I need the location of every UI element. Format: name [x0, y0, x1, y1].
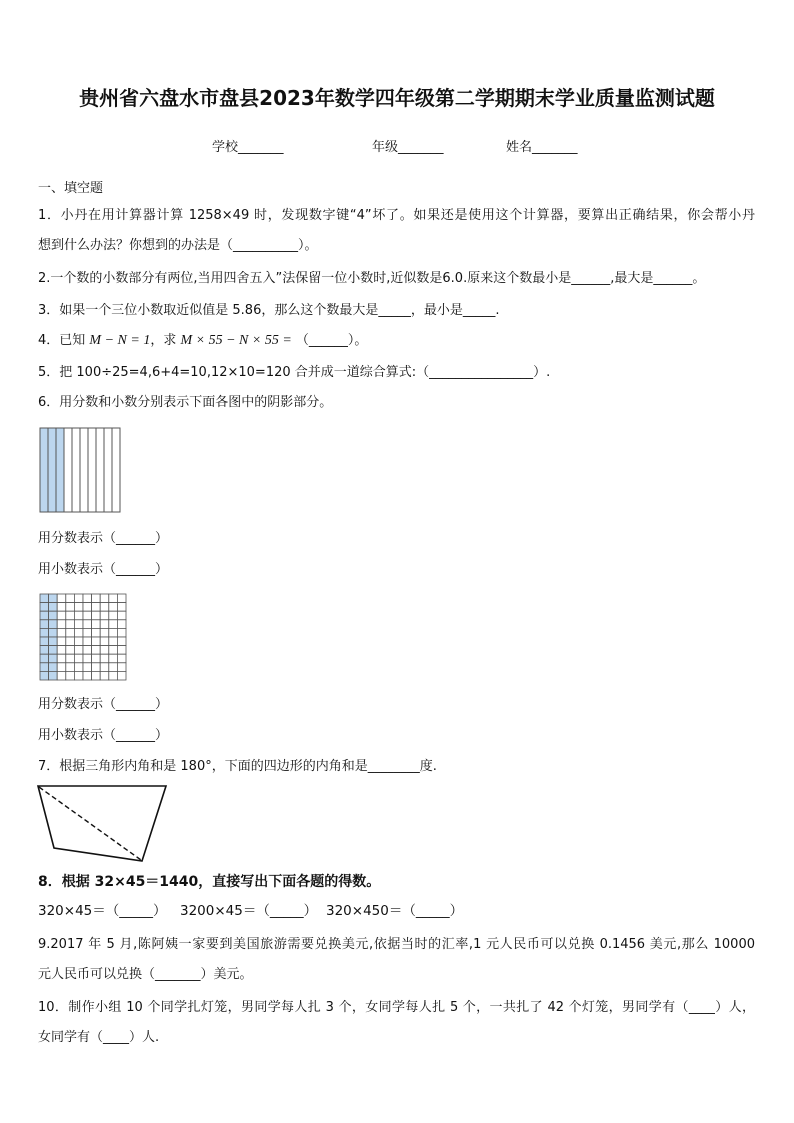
- shaded-grid-cell: [40, 663, 49, 672]
- grid-cell: [74, 594, 83, 603]
- grid-cell: [117, 611, 126, 620]
- grid-cell: [57, 646, 66, 655]
- grid-cell: [74, 611, 83, 620]
- grid-cell: [57, 594, 66, 603]
- grid-cell: [92, 654, 101, 663]
- grid-cell: [109, 628, 118, 637]
- grid-cell: [100, 628, 109, 637]
- grid-cell: [66, 594, 75, 603]
- question-3: 3．如果一个三位小数取近似值是 5.86，那么这个数最大是_____，最小是_____.: [38, 303, 500, 318]
- shaded-grid-cell: [40, 637, 49, 646]
- question-9-line-2: 元人民币可以兑换（_______）美元。: [38, 967, 253, 982]
- grid-cell: [109, 663, 118, 672]
- grid-cell: [74, 646, 83, 655]
- grid-cell: [66, 611, 75, 620]
- figure-2-fraction-answer: 用分数表示（______）: [38, 697, 169, 712]
- grid-cell: [66, 663, 75, 672]
- grid-cell: [66, 628, 75, 637]
- shaded-grid-cell: [40, 628, 49, 637]
- question-8-item-2: 3200×45＝（_____）: [180, 903, 318, 919]
- strip: [104, 428, 112, 512]
- grid-cell: [92, 620, 101, 629]
- grid-cell: [117, 628, 126, 637]
- shaded-grid-cell: [49, 671, 58, 680]
- shaded-grid-cell: [49, 603, 58, 612]
- striped-rectangle-figure: [40, 428, 120, 512]
- grid-cell: [109, 611, 118, 620]
- grid-cell: [100, 637, 109, 646]
- grid-cell: [83, 637, 92, 646]
- grid-cell: [117, 654, 126, 663]
- grid-cell: [92, 594, 101, 603]
- strip: [80, 428, 88, 512]
- shaded-grid-cell: [40, 594, 49, 603]
- grid-cell: [100, 646, 109, 655]
- shaded-grid-cell: [40, 611, 49, 620]
- question-4-answer-blank: （______）。: [295, 333, 368, 348]
- grid-cell: [100, 611, 109, 620]
- grid-cell: [74, 654, 83, 663]
- grid-cell: [66, 620, 75, 629]
- question-8-item-1: 320×45＝（_____）: [38, 903, 167, 919]
- grid-cell: [109, 654, 118, 663]
- grid-cell: [66, 646, 75, 655]
- dashed-diagonal: [39, 787, 141, 860]
- question-7: 7．根据三角形内角和是 180°，下面的四边形的内角和是________度.: [38, 759, 437, 774]
- grid-cell: [100, 671, 109, 680]
- grid-cell: [100, 654, 109, 663]
- grid-cell: [74, 637, 83, 646]
- question-8: 8．根据 32×45＝1440，直接写出下面各题的得数。: [38, 874, 381, 890]
- shaded-grid-cell: [49, 611, 58, 620]
- question-9-line-1: 9.2017 年 5 月,陈阿姨一家要到美国旅游需要兑换美元,依据当时的汇率,1 元人民币可以兑换 0.1456 美元,那么 10000: [38, 937, 755, 952]
- question-1-line-1: 1．小丹在用计算器计算 1258×49 时，发现数字键“4”坏了。如果还是使用这个计算器，要算出正确结果，你会帮小丹: [38, 208, 755, 223]
- grid-cell: [100, 594, 109, 603]
- question-4-target-expression: M × 55 − N × 55 =: [180, 333, 292, 348]
- grid-cell: [92, 603, 101, 612]
- figure-2-decimal-answer: 用小数表示（______）: [38, 728, 169, 743]
- grid-cell: [109, 671, 118, 680]
- grid-cell: [83, 628, 92, 637]
- name-field: 姓名_______: [506, 140, 578, 155]
- grid-cell: [57, 671, 66, 680]
- grid-cell: [109, 603, 118, 612]
- grid-cell: [92, 663, 101, 672]
- question-6: 6．用分数和小数分别表示下面各图中的阴影部分。: [38, 395, 333, 410]
- shaded-grid-cell: [49, 620, 58, 629]
- grid-cell: [117, 594, 126, 603]
- grid-cell: [83, 671, 92, 680]
- grid-cell: [92, 646, 101, 655]
- grid-cell: [100, 663, 109, 672]
- grid-cell: [66, 603, 75, 612]
- grid-cell: [92, 671, 101, 680]
- shaded-grid-cell: [49, 646, 58, 655]
- grid-cell: [66, 671, 75, 680]
- shaded-grid-cell: [49, 637, 58, 646]
- grid-cell: [57, 620, 66, 629]
- exam-title: 贵州省六盘水市盘县2023年数学四年级第二学期期末学业质量监测试题: [79, 86, 715, 110]
- question-1-line-2: 想到什么办法？你想到的办法是（__________）。: [38, 238, 318, 253]
- shaded-grid-cell: [49, 663, 58, 672]
- shaded-grid-cell: [49, 628, 58, 637]
- grid-cell: [83, 603, 92, 612]
- grid-cell: [92, 611, 101, 620]
- grid-cell: [83, 663, 92, 672]
- grid-cell: [109, 637, 118, 646]
- shaded-grid-cell: [40, 654, 49, 663]
- grid-cell: [74, 671, 83, 680]
- grid-cell: [74, 603, 83, 612]
- grid-cell: [109, 646, 118, 655]
- quadrilateral-outline: [38, 786, 166, 861]
- grid-cell: [117, 663, 126, 672]
- grid-cell: [57, 637, 66, 646]
- grid-cell: [117, 671, 126, 680]
- strip: [72, 428, 80, 512]
- grid-cell: [117, 620, 126, 629]
- grid-cell: [57, 611, 66, 620]
- strip: [96, 428, 104, 512]
- grid-cell: [74, 663, 83, 672]
- shaded-strip: [48, 428, 56, 512]
- grid-cell: [83, 594, 92, 603]
- shaded-grid-cell: [40, 620, 49, 629]
- grid-cell: [117, 646, 126, 655]
- grid-cell: [57, 628, 66, 637]
- strip: [112, 428, 120, 512]
- grid-cell: [92, 628, 101, 637]
- grid-cell: [74, 620, 83, 629]
- question-8-item-3: 320×450＝（_____）: [326, 903, 464, 919]
- strip: [64, 428, 72, 512]
- grid-cell: [92, 637, 101, 646]
- question-4-mid: ，求: [150, 333, 177, 348]
- shaded-grid-cell: [40, 646, 49, 655]
- figure-1-fraction-answer: 用分数表示（______）: [38, 531, 169, 546]
- grid-cell: [117, 637, 126, 646]
- school-field: 学校_______: [212, 140, 284, 155]
- shaded-grid-cell: [40, 603, 49, 612]
- figure-1-decimal-answer: 用小数表示（______）: [38, 562, 169, 577]
- shaded-grid-cell: [40, 671, 49, 680]
- question-4-given-expression: M − N = 1: [89, 333, 151, 348]
- question-5: 5．把 100÷25=4,6+4=10,12×10=120 合并成一道综合算式:（________________）.: [38, 365, 551, 380]
- grid-cell: [83, 654, 92, 663]
- question-2: 2.一个数的小数部分有两位,当用四舍五入”法保留一位小数时,近似数是6.0.原来这个数最小是______,最大是______。: [38, 271, 706, 286]
- quadrilateral-figure: [36, 784, 170, 864]
- shaded-strip: [56, 428, 64, 512]
- section-title: 一、填空题: [38, 181, 104, 196]
- question-10-line-1: 10．制作小组 10 个同学扎灯笼，男同学每人扎 3 个，女同学每人扎 5 个，一共扎了 42 个灯笼，男同学有（____）人，: [38, 1000, 755, 1015]
- question-4-prefix: 4．已知: [38, 333, 86, 348]
- grid-cell: [83, 620, 92, 629]
- grid-cell: [57, 663, 66, 672]
- grid-cell: [66, 654, 75, 663]
- question-4: [38, 332, 367, 349]
- shaded-grid-cell: [49, 594, 58, 603]
- grid-cell: [83, 611, 92, 620]
- grid-cell: [117, 603, 126, 612]
- grid-cell: [109, 620, 118, 629]
- grid-cell: [83, 646, 92, 655]
- grid-cell: [57, 603, 66, 612]
- grid-cell: [74, 628, 83, 637]
- grid-cell: [100, 620, 109, 629]
- grade-field: 年级_______: [372, 140, 444, 155]
- grid-cell: [100, 603, 109, 612]
- grid-cell: [66, 637, 75, 646]
- strip: [88, 428, 96, 512]
- grid-cell: [57, 654, 66, 663]
- shaded-grid-cell: [49, 654, 58, 663]
- hundred-grid-figure: [40, 594, 126, 680]
- shaded-strip: [40, 428, 48, 512]
- grid-cell: [109, 594, 118, 603]
- question-10-line-2: 女同学有（____）人.: [38, 1030, 160, 1045]
